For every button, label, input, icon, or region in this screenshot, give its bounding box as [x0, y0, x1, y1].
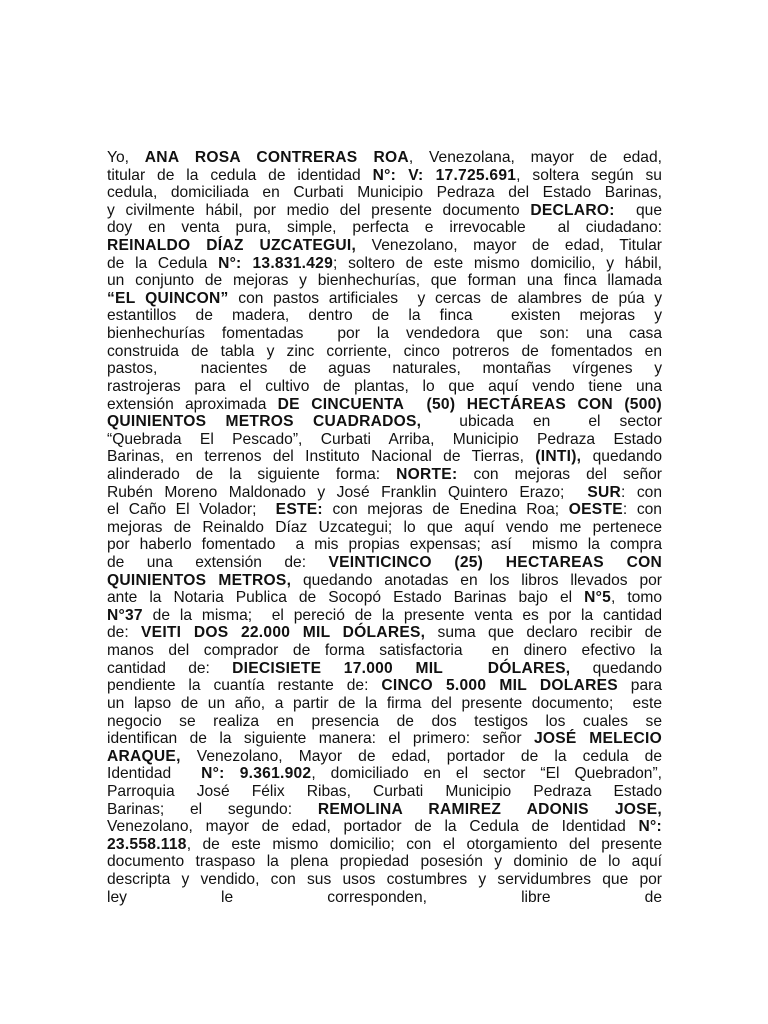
text-line — [107, 589, 662, 607]
bold-text: JOSÉ MELECIO — [533, 730, 662, 748]
text-line — [107, 642, 662, 660]
text-line — [107, 290, 662, 308]
text-line — [107, 413, 662, 431]
text: , soltera según su — [516, 166, 662, 184]
text: Identidad — [107, 765, 202, 783]
bold-text: N°: 13.831.429 — [218, 254, 334, 272]
bold-text: 23.558.118 — [107, 835, 187, 853]
text: quedando — [570, 659, 663, 677]
text: Venezolano, mayor de edad, portador de la Cedula de Identidad — [107, 818, 639, 836]
bold-text: N°5 — [584, 589, 611, 607]
text: que — [614, 201, 662, 219]
text-line — [107, 167, 662, 185]
text: manos del comprador de forma satisfactoria en dinero efectivo la — [107, 642, 662, 660]
text-line — [107, 695, 662, 713]
bold-text: N°: — [638, 818, 662, 836]
text: ; soltero de este mismo domicilio, y hábil, — [333, 254, 663, 272]
text: para — [617, 677, 663, 695]
bold-text: SUR — [587, 483, 622, 501]
text: de una extensión de: — [107, 554, 329, 572]
text-line — [107, 466, 662, 484]
text: , Venezolana, mayor de edad, — [408, 149, 662, 166]
bold-text: NORTE: — [396, 465, 458, 483]
bold-text: ANA ROSA CONTRERAS ROA — [144, 149, 409, 166]
bold-text: REINALDO DÍAZ UZCATEGUI, — [107, 237, 357, 255]
text: cantidad de: — [107, 659, 233, 677]
text-line — [107, 889, 662, 907]
text-line — [107, 748, 662, 766]
text: Venezolano, mayor de edad, Titular — [356, 237, 662, 255]
text: con mejoras de Enedina Roa; — [322, 501, 569, 519]
text-line — [107, 853, 662, 871]
text: “Quebrada El Pescado”, Curbati Arriba, Municipio Pedraza Estado — [107, 430, 662, 448]
text: negocio se realiza en presencia de dos testigos los cuales se — [107, 712, 662, 730]
text: : con — [622, 501, 662, 519]
text: bienhechurías fomentadas por la vendedora que son: una casa — [107, 325, 662, 343]
text: ley le corresponden, libre de — [107, 888, 662, 906]
text-line — [107, 677, 662, 695]
text: un conjunto de mejoras y bienhechurías, que forman una finca llamada — [107, 272, 662, 290]
text-line — [107, 818, 662, 836]
text-line — [107, 184, 662, 202]
bold-text: ARAQUE, — [107, 747, 181, 765]
text-line — [107, 519, 662, 537]
text: , domiciliado en el sector “El Quebradon”, — [311, 765, 662, 783]
text: doy en venta pura, simple, perfecta e irrevocable al ciudadano: — [107, 219, 662, 237]
text: y civilmente hábil, por medio del presente documento — [107, 201, 531, 219]
bold-text: CINCO 5.000 MIL DOLARES — [381, 677, 618, 695]
text-line — [107, 149, 662, 167]
document-body — [107, 149, 662, 906]
bold-text: N°: V: 17.725.691 — [372, 166, 517, 184]
text: estantillos de madera, dentro de la finca existen mejoras y — [107, 307, 662, 325]
text: el Caño El Volador; — [107, 501, 276, 519]
bold-text: “EL QUINCON” — [107, 289, 229, 307]
text: documento traspaso la plena propiedad posesión y dominio de lo aquí — [107, 853, 662, 871]
text: de: — [107, 624, 142, 642]
text: con mejoras del señor — [457, 465, 662, 483]
text-line — [107, 219, 662, 237]
text: alinderado de la siguiente forma: — [107, 465, 397, 483]
text-line — [107, 501, 662, 519]
text: pastos, nacientes de aguas naturales, montañas vírgenes y — [107, 360, 662, 378]
text: ante la Notaria Publica de Socopó Estado Barinas bajo el — [107, 589, 585, 607]
bold-text: QUINIENTOS METROS CUADRADOS, — [107, 413, 422, 431]
text: con pastos artificiales y cercas de alambres de púa y — [228, 289, 662, 307]
text-line — [107, 448, 662, 466]
text: titular de la cedula de identidad — [107, 166, 373, 184]
text-line — [107, 343, 662, 361]
bold-text: VEINTICINCO (25) HECTAREAS CON — [328, 554, 662, 572]
bold-text: REMOLINA RAMIREZ ADONIS JOSE, — [317, 800, 663, 818]
text: extensión aproximada — [107, 395, 278, 413]
text-line — [107, 607, 662, 625]
bold-text: N°: 9.361.902 — [201, 765, 312, 783]
text: Barinas, en terrenos del Instituto Nacional de Tierras, — [107, 448, 536, 466]
text-line — [107, 396, 662, 414]
bold-text: QUINIENTOS METROS, — [107, 571, 292, 589]
bold-text: OESTE — [568, 501, 623, 519]
text-line — [107, 624, 662, 642]
bold-text: VEITI DOS 22.000 MIL DÓLARES, — [141, 624, 426, 642]
text: quedando anotadas en los libros llevados por — [291, 571, 662, 589]
bold-text: ESTE: — [275, 501, 323, 519]
bold-text: DE CINCUENTA (50) HECTÁREAS CON (500) — [277, 395, 662, 413]
text: pendiente la cuantía restante de: — [107, 677, 382, 695]
text-line — [107, 572, 662, 590]
text-line — [107, 801, 662, 819]
text-line — [107, 536, 662, 554]
text: descripta y vendido, con sus usos costumbres y servidumbres que por — [107, 870, 662, 888]
text-line — [107, 360, 662, 378]
bold-text: N°37 — [107, 606, 143, 624]
text: rastrojeras para el cultivo de plantas, lo que aquí vendo tiene una — [107, 377, 662, 395]
text: : con — [621, 483, 662, 501]
text-line — [107, 237, 662, 255]
text: Barinas; el segundo: — [107, 800, 318, 818]
text: quedando — [581, 448, 662, 466]
text-line — [107, 660, 662, 678]
text-line — [107, 836, 662, 854]
text: , de este mismo domicilio; con el otorgamiento del presente — [186, 835, 662, 853]
text: Venezolano, Mayor de edad, portador de la cedula de — [180, 747, 662, 765]
text-line — [107, 783, 662, 801]
text-line — [107, 272, 662, 290]
text: de la Cedula — [107, 254, 219, 272]
text: Parroquia José Félix Ribas, Curbati Municipio Pedraza Estado — [107, 782, 662, 800]
text: cedula, domiciliada en Curbati Municipio Pedraza del Estado Barinas, — [107, 184, 662, 202]
text: ubicada en el sector — [421, 413, 663, 431]
text: suma que declaro recibir de — [425, 624, 662, 642]
text: por haberlo fomentado a mis propias expensas; así mismo la compra — [107, 536, 662, 554]
text: un lapso de un año, a partir de la firma del presente documento; este — [107, 694, 662, 712]
bold-text: (INTI), — [535, 448, 582, 466]
text: de la misma; el pereció de la presente venta es por la cantidad — [142, 606, 662, 624]
text-line — [107, 378, 662, 396]
text-line — [107, 431, 662, 449]
text-line — [107, 871, 662, 889]
text: mejoras de Reinaldo Díaz Uzcategui; lo que aquí vendo me pertenece — [107, 518, 662, 536]
text: Rubén Moreno Maldonado y José Franklin Quintero Erazo; — [107, 483, 588, 501]
text-line — [107, 713, 662, 731]
bold-text: DIECISIETE 17.000 MIL DÓLARES, — [232, 659, 571, 677]
text: construida de tabla y zinc corriente, cinco potreros de fomentados en — [107, 342, 662, 360]
text-line — [107, 325, 662, 343]
text-line — [107, 202, 662, 220]
text-line — [107, 484, 662, 502]
text-line — [107, 255, 662, 273]
bold-text: DECLARO: — [530, 201, 615, 219]
text-line — [107, 307, 662, 325]
text-line — [107, 554, 662, 572]
text-line — [107, 730, 662, 748]
text: identifican de la siguiente manera: el primero: señor — [107, 730, 534, 748]
text-line — [107, 765, 662, 783]
text: Yo, — [107, 149, 145, 166]
text: , tomo — [611, 589, 662, 607]
